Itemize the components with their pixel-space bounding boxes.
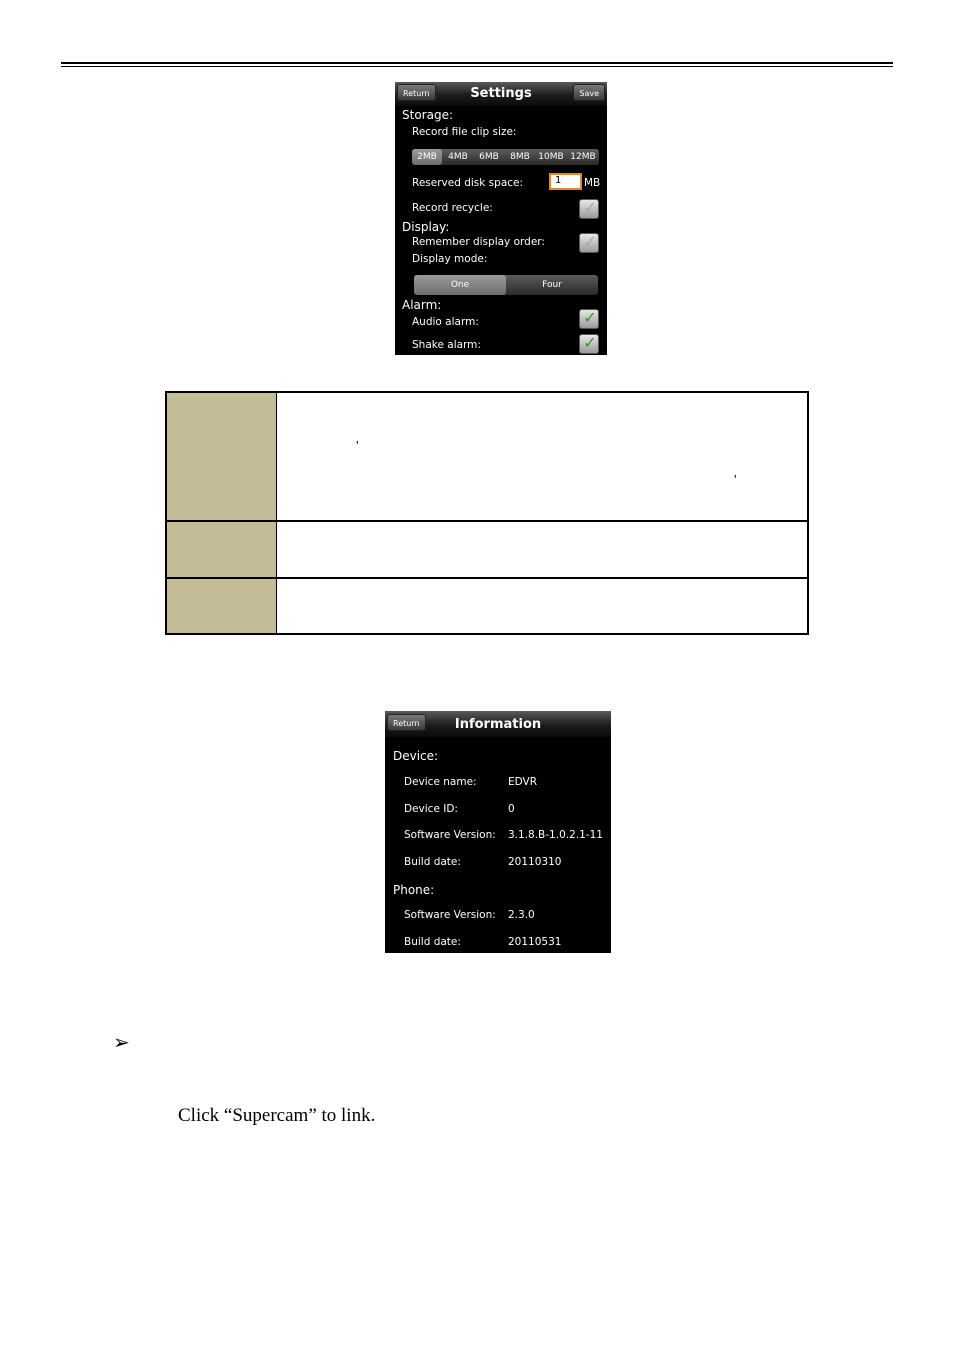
reserved-space-unit: MB [584,177,601,189]
phone-software-value: 2.3.0 [508,909,535,921]
table-row [167,522,807,577]
device-heading: Device: [393,749,439,763]
record-recycle-label: Record recycle: [412,202,493,214]
remember-order-checkbox[interactable] [579,233,599,253]
arrow-bullet-icon: ➢ [113,1030,130,1054]
clip-size-label: Record file clip size: [412,126,517,138]
information-screen [385,711,611,953]
device-name-value: EDVR [508,776,538,788]
table-row-header [167,522,277,577]
device-build-label: Build date: [404,856,461,868]
phone-build-label: Build date: [404,936,461,948]
device-build-value: 20110310 [508,856,562,868]
device-software-label: Software Version: [404,829,496,841]
display-mode-label: Display mode: [412,253,488,265]
description-table [165,391,809,635]
header-rule-thick [61,62,893,64]
phone-software-label: Software Version: [404,909,496,921]
return-button[interactable]: Return [397,84,436,101]
table-mark: ' [356,439,359,454]
clip-size-option-6mb[interactable]: 6MB [479,152,499,162]
clip-size-option-4mb[interactable]: 4MB [448,152,468,162]
clip-size-selector [412,149,599,165]
storage-heading: Storage: [402,108,453,122]
display-heading: Display: [402,220,450,234]
save-button[interactable]: Save [573,84,605,101]
header-rule-thin [61,66,893,67]
phone-build-value: 20110531 [508,936,562,948]
settings-screen [395,82,607,355]
table-mark: ' [734,473,737,488]
device-id-value: 0 [508,803,515,815]
shake-alarm-checkbox[interactable] [579,334,599,354]
shake-alarm-label: Shake alarm: [412,339,481,351]
instruction-paragraph: Click “Supercam” to link. [178,1105,376,1126]
table-row-header [167,393,277,520]
record-recycle-checkbox[interactable] [579,199,599,219]
check-icon: ✓ [583,198,597,217]
table-row [167,579,807,633]
check-icon: ✓ [583,333,597,352]
remember-order-label: Remember display order: [412,236,545,248]
clip-size-option-10mb[interactable]: 10MB [538,152,564,162]
table-row [167,393,807,520]
information-title-bar [385,711,611,737]
clip-size-option-8mb[interactable]: 8MB [510,152,530,162]
display-mode-four[interactable]: Four [542,280,562,290]
settings-title-bar [395,82,607,106]
check-icon: ✓ [583,232,597,251]
device-software-value: 3.1.8.B-1.0.2.1-11 [508,829,603,841]
display-mode-selector [414,275,598,295]
display-mode-one[interactable]: One [414,275,506,295]
device-id-label: Device ID: [404,803,458,815]
settings-title: Settings [470,86,532,101]
check-icon: ✓ [583,308,597,327]
phone-heading: Phone: [393,883,435,897]
alarm-heading: Alarm: [402,298,442,312]
audio-alarm-checkbox[interactable] [579,309,599,329]
clip-size-option-12mb[interactable]: 12MB [570,152,596,162]
information-title: Information [454,717,542,732]
device-name-label: Device name: [404,776,477,788]
clip-size-option-2mb[interactable]: 2MB [412,149,442,165]
reserved-space-input[interactable]: 1 [549,173,582,190]
table-row-header [167,579,277,633]
reserved-space-label: Reserved disk space: [412,177,524,189]
audio-alarm-label: Audio alarm: [412,316,479,328]
return-button[interactable]: Return [387,714,426,731]
